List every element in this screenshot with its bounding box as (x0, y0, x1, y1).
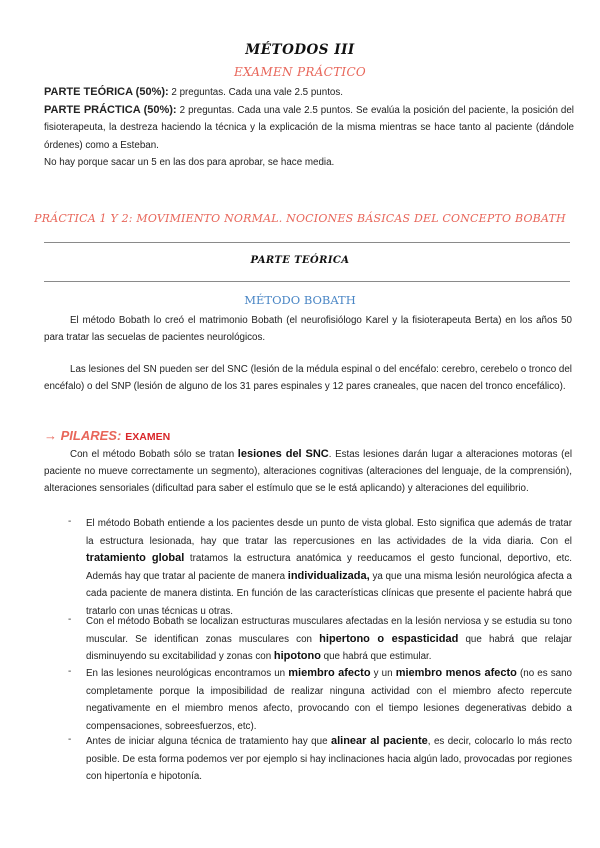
pilares-label: → PILARES: (44, 428, 122, 443)
paragraph-snc (44, 446, 572, 497)
b3-text-e: (no es sano completamente porque la imposibilidad de realizar ninguna actividad con el miembro afecto repercute negativamente en el miembro menos afecto, provocando con el tiempo lesiones degenerativas debido a compensaciones, sobreesfuerzos, etc). (86, 668, 573, 732)
divider-bottom (44, 281, 570, 282)
bullet-miembro (86, 665, 572, 735)
bullet-global (86, 515, 572, 620)
b3-bold-afecto: miembro afecto (288, 667, 371, 679)
paragraph-lesions: Las lesiones del SN pueden ser del SNC (lesión de la médula espinal o del encéfalo: cerebro, cerebelo o tronco del encéfalo) o del SNP (lesión de alguno de los 31 pares espinales y 12 pares craneales, que nacen del tronco encefálico). (44, 364, 572, 392)
b2-bold-hipotono: hipotono (273, 650, 321, 662)
b2-text-c: que habrá que relajar disminuyendo su excitabilidad y zonas con (86, 633, 573, 662)
bullet-marker: - (68, 516, 72, 527)
b3-text-c: y un (370, 668, 396, 679)
exam-practica-line (44, 102, 574, 155)
b4-text-c: , es decir, colocarlo lo más recto posible. De esta forma podemos ver por ejemplo si hay inclinaciones hacia algún lado, provocadas por regiones con hipertonía e hipotonía. (86, 736, 572, 782)
bullet-tono (86, 613, 572, 666)
b1-text-e: ya que una misma lesión neurológica afecta a cada paciente de manera distinta. En función de las características clínicas que presente el paciente habrá que tratarlo con unas técnicas u otras. (86, 570, 572, 617)
document-title: MÉTODOS III (245, 42, 355, 58)
bullet-alinear (86, 733, 572, 786)
pilares-heading (44, 428, 170, 443)
document-subtitle: EXAMEN PRÁCTICO (233, 65, 367, 79)
exam-note: No hay porque sacar un 5 en las dos para aprobar, se hace media. (44, 157, 335, 168)
b1-text-a: El método Bobath entiende a los pacientes desde un punto de vista global. Esto significa que además de tratar la estructura lesionada, hay que tratar las repercusiones en las actividades de la vida diaria. Con el (86, 518, 572, 547)
snc-text-c: . Estas lesiones darán lugar a alteraciones motoras (el paciente no mueve correctamente un segmento), alteraciones cognitivas (alteraciones del lenguaje, de la comprensión), alteraciones sensoriales (dificultad para saber el estímulo que se le está aplicando) y alteraciones del equilibrio. (44, 449, 572, 494)
b4-text-a: Antes de iniciar alguna técnica de tratamiento hay que (86, 736, 331, 747)
b4-bold-alinear: alinear al paciente (330, 735, 428, 747)
paragraph-origin: El método Bobath lo creó el matrimonio Bobath (el neurofisiólogo Karel y la fisioterapeuta Berta) en los años 50 para tratar las secuelas de pacientes neurológicos. (44, 315, 572, 343)
bullet-marker: - (68, 666, 72, 677)
metodo-bobath-heading: MÉTODO BOBATH (244, 293, 356, 307)
practica-label: PARTE PRÁCTICA (50%): (44, 103, 177, 116)
teorica-label: PARTE TEÓRICA (50%): (44, 86, 169, 98)
b2-text-e: que habrá que estimular. (320, 651, 432, 662)
practica-heading: PRÁCTICA 1 Y 2: MOVIMIENTO NORMAL. NOCIONES BÁSICAS DEL CONCEPTO BOBATH (34, 212, 566, 225)
parte-teorica-heading: PARTE TEÓRICA (250, 255, 350, 266)
b3-text-a: En las lesiones neurológicas encontramos un (86, 668, 289, 679)
teorica-text: 2 preguntas. Cada una vale 2.5 puntos. (168, 87, 343, 98)
exam-info (44, 84, 574, 172)
b3-bold-menos-afecto: miembro menos afecto (395, 667, 517, 679)
snc-text-a: Con el método Bobath sólo se tratan (70, 449, 238, 460)
b1-bold-individual: individualizada, (287, 569, 370, 582)
b2-text-a: Con el método Bobath se localizan estructuras musculares afectadas en la lesión nerviosa y se estudia su tono muscular. Se identifican zonas musculares con (86, 616, 572, 645)
divider-top (44, 242, 570, 243)
bullet-marker: - (68, 734, 72, 745)
b1-bold-global: tratamiento global (86, 552, 185, 564)
b2-bold-hipertono: hipertono o espasticidad (319, 632, 459, 645)
pilares-exam-tag: EXAMEN (125, 431, 171, 443)
b1-text-c: tratamos la estructura anatómica y reeducamos el gesto funcional, deportivo, etc. Además hay que tratar al paciente de manera (86, 553, 572, 582)
practica-text: 2 preguntas. Cada una vale 2.5 puntos. Se evalúa la posición del paciente, la posición del fisioterapeuta, la destreza haciendo la técnica y la explicación de la misma mientras se hace tanto al paciente (dándole órdenes) como a Esteban. (44, 104, 574, 151)
bullet-marker: - (68, 614, 72, 625)
exam-teorica-line (44, 84, 574, 102)
snc-bold: lesiones del SNC (237, 448, 329, 460)
